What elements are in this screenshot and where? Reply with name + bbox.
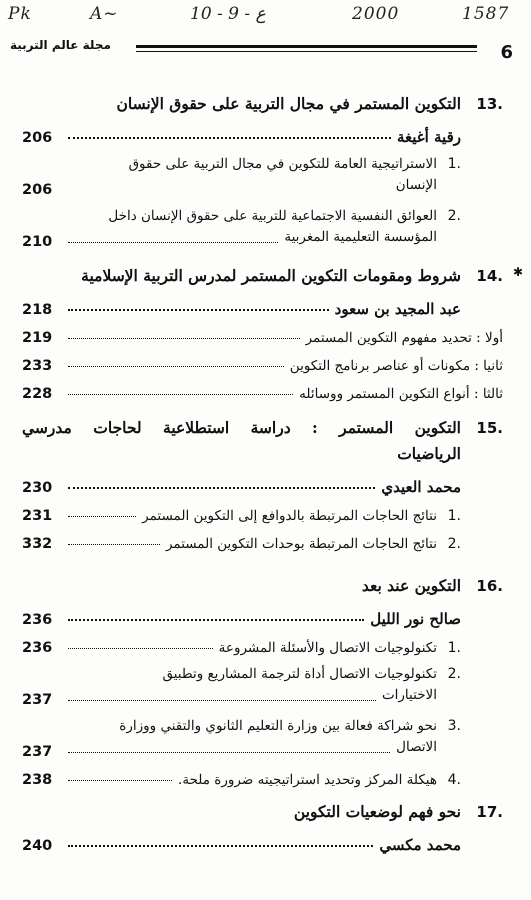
- list-item: 3. نحو شراكة فعالة بين وزارة التعليم الثانوي والتقني ووزارة: [119, 718, 461, 734]
- list-item: 1. نتائج الحاجات المرتبطة بالدوافع إلى التكوين المستمر 231: [22, 508, 461, 524]
- entry-number: 14.: [476, 267, 503, 285]
- handwritten-note-left2: A~: [90, 4, 119, 24]
- entry-title-cont: الرياضيات: [397, 444, 461, 463]
- list-item-cont: المؤسسة التعليمية المغربية 210: [22, 229, 437, 250]
- list-item: ثالثا : أنواع التكوين المستمر ووسائله 228: [22, 386, 503, 402]
- leader-dots: [68, 394, 293, 395]
- table-of-contents: [22, 86, 523, 854]
- entry-page: 218: [22, 302, 53, 318]
- entry-author: محمد العيدي: [381, 478, 461, 496]
- list-item: 2. نتائج الحاجات المرتبطة بوحدات التكوين المستمر 332: [22, 536, 461, 552]
- entry-page: 236: [22, 612, 53, 628]
- toc-entry-17: [22, 794, 503, 854]
- list-item-cont: الإنسان 206: [22, 177, 437, 198]
- leader-dots: [68, 338, 300, 339]
- entry-number: 17.: [476, 803, 503, 821]
- list-item: 1. تكنولوجيات الاتصال والأسئلة المشروعة 236: [22, 640, 461, 656]
- leader-dots: [68, 137, 391, 139]
- toc-entry-14: [22, 258, 523, 402]
- list-item: 4. هيكلة المركز وتحديد استراتيجيته ضرورة ملحة. 238: [22, 772, 461, 788]
- leader-dots: [68, 780, 172, 781]
- leader-dots: [68, 845, 373, 847]
- entry-author: صالح نور الليل: [370, 610, 461, 628]
- leader-dots: [68, 544, 160, 545]
- entry-title: شروط ومقومات التكوين المستمر لمدرس التربية الإسلامية: [81, 266, 461, 285]
- leader-dots: [68, 700, 376, 701]
- entry-page: 240: [22, 838, 53, 854]
- entry-page: 230: [22, 480, 53, 496]
- header-rule: [136, 45, 477, 52]
- entry-author: عبد المجيد بن سعود: [334, 300, 461, 318]
- leader-dots: [68, 366, 284, 367]
- entry-author: محمد مكسي: [379, 836, 461, 854]
- journal-title: مجلة عالم التربية: [10, 38, 111, 52]
- handwritten-note-left: Pk: [8, 4, 32, 24]
- handwritten-date: 10 - 9 - ع: [190, 4, 266, 24]
- list-item: 2. تكنولوجيات الاتصال أداة لترجمة المشاريع وتطبيق: [162, 666, 461, 682]
- leader-dots: [68, 516, 136, 517]
- entry-number: 16.: [476, 577, 503, 595]
- leader-dots: [68, 242, 278, 243]
- leader-dots: [68, 309, 329, 311]
- handwritten-mark: ✱: [512, 265, 523, 279]
- leader-dots: [68, 619, 364, 621]
- list-item-cont: الاتصال 237: [22, 739, 437, 760]
- entry-title: التكوين عند بعد: [361, 576, 461, 595]
- page-number: 6: [500, 42, 513, 63]
- list-item: 1. الاستراتيجية العامة للتكوين في مجال التربية على حقوق: [128, 156, 461, 172]
- entry-number: 13.: [476, 95, 503, 113]
- toc-entry-15: [22, 410, 503, 552]
- entry-author: رقية أغيغة: [396, 128, 461, 146]
- handwritten-year: 2000: [352, 4, 400, 24]
- list-item: 2. العوائق النفسية الاجتماعية للتربية على حقوق الإنسان داخل: [108, 208, 461, 224]
- entry-number: 15.: [476, 419, 503, 437]
- leader-dots: [68, 487, 375, 489]
- entry-title: نحو فهم لوضعيات التكوين: [293, 802, 461, 821]
- handwritten-number: 1587: [462, 4, 510, 24]
- entry-title: التكوين المستمر : دراسة استطلاعية لحاجات مدرسي: [22, 418, 461, 437]
- toc-entry-13: [22, 86, 503, 250]
- toc-entry-16: [22, 568, 503, 788]
- entry-page: 206: [22, 130, 53, 146]
- list-item-cont: الاختيارات 237: [22, 687, 437, 708]
- running-header: [10, 38, 521, 64]
- list-item: أولا : تحديد مفهوم التكوين المستمر 219: [22, 330, 503, 346]
- leader-dots: [68, 648, 213, 649]
- entry-title: التكوين المستمر في مجال التربية على حقوق الإنسان: [116, 94, 461, 113]
- leader-dots: [68, 752, 390, 753]
- list-item: ثانيا : مكونات أو عناصر برنامج التكوين 233: [22, 358, 503, 374]
